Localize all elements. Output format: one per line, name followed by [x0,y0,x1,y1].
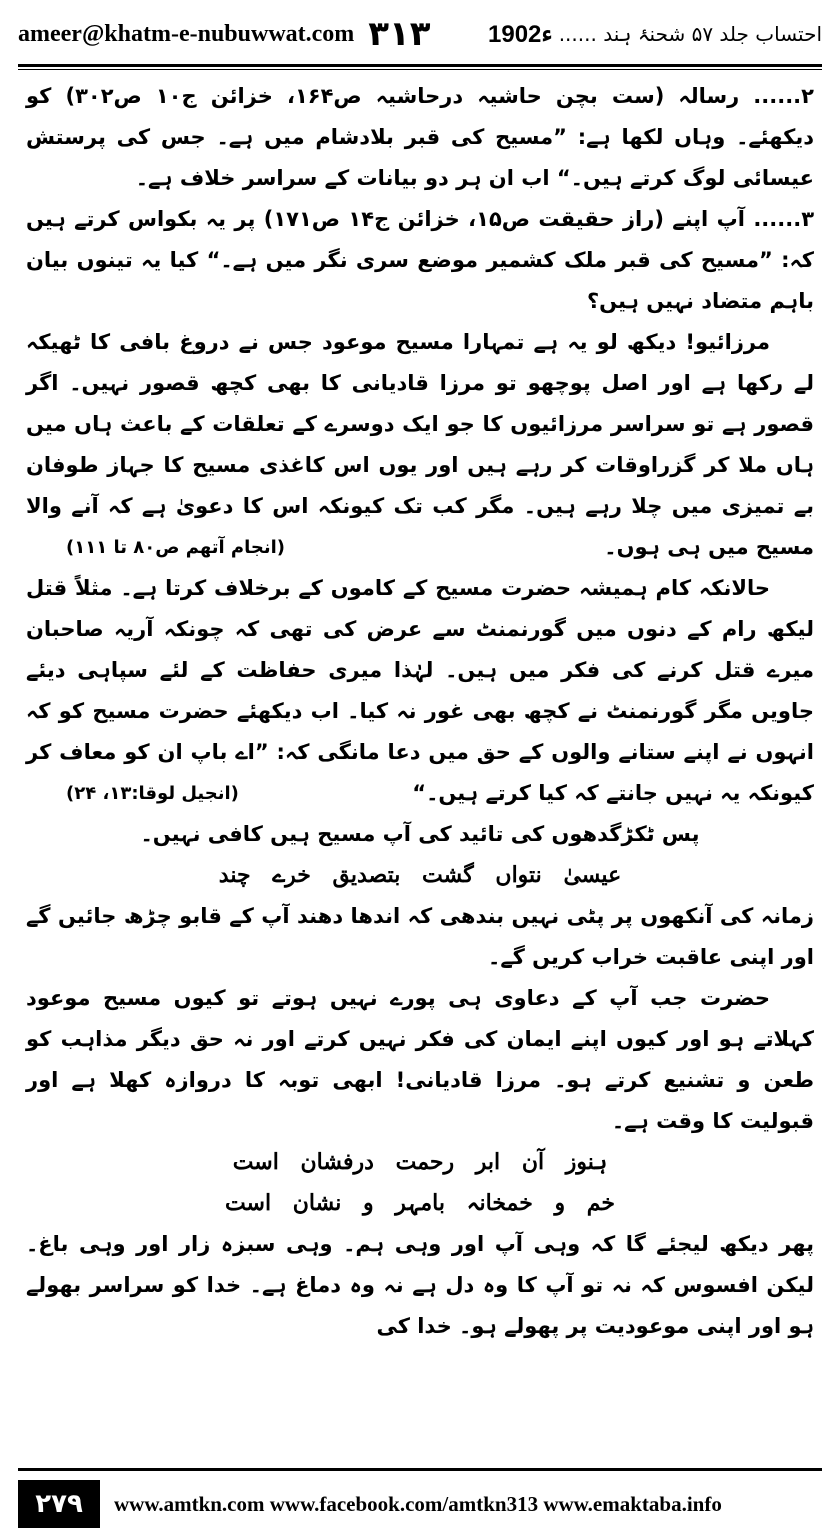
paragraph-phir: پھر دیکھ لیجئے گا کہ وہی آپ اور وہی ہم۔ وہی سبزہ زار اور وہی باغ۔ لیکن افسوس کہ نہ تو آپ کا وہ دل ہے نہ وہ دماغ ہے۔ خدا کو سراسر بھولے ہو اور اپنی موعودیت پر پھولے ہو۔ خدا کی [26,1232,814,1338]
header-title-block [488,20,822,49]
paragraph-halanke [26,568,814,814]
paragraph-point-3: ۳...... آپ اپنے (راز حقیقت ص۱۵، خزائن ج۱۴ ص۱۷۱) پر یہ بکواس کرتے ہیں کہ: ”مسیح کی قبر ملک کشمیر موضع سری نگر میں ہے۔“ کیا یہ تینوں بیان باہم متضاد نہیں ہیں؟ [26,207,815,313]
paragraph-mirzaio [26,322,814,568]
paragraph-point-2: ۲...... رسالہ (ست بچن حاشیہ درحاشیہ ص۱۶۴، خزائن ج۱۰ ص۳۰۲) کو دیکھئے۔ وہاں لکھا ہے: ”مسیح کی قبر بلادشام میں ہے۔ جس کی پرستش عیسائی لوگ کرتے ہیں۔“ اب ان ہر دو بیانات کے سراسر خلاف ہے۔ [26,84,814,190]
footer-rule [18,1468,822,1471]
paragraph-hazrat: حضرت جب آپ کے دعاوی ہی پورے نہیں ہوتے تو کیوں مسیح موعود کہلاتے ہو اور کیوں اپنے ایمان کی فکر نہیں کرتے اور نہ حق دیگر مذاہب کو طعن و تشنیع کرتے ہو۔ مرزا قادیانی! ابھی توبہ کا دروازہ کھلا ہے اور قبولیت کا وقت ہے۔ [26,986,814,1133]
page-body [26,76,814,1456]
reference-injeel-luqa: (انجیل لوقا:۱۳، ۲۴) [66,783,239,804]
header-email[interactable]: ameer@khatm-e-nubuwwat.com [18,20,355,47]
paragraph-halanke-text: حالانکہ کام ہمیشہ حضرت مسیح کے کاموں کے برخلاف کرتا ہے۔ مثلاً قتل لیکھ رام کے دنوں میں گورنمنٹ سے عرض کی تھی کہ چونکہ آریہ صاحبان میرے قتل کرنے کی فکر میں ہیں۔ لہٰذا میری حفاظت کے لئے سپاہی دیئے جاویں مگر گورنمنٹ نے کچھ بھی غور نہ کیا۔ اب دیکھئے حضرت مسیح کو کہ انہوں نے اپنے ستانے والوں کے حق میں دعا مانگی کہ: ”اے باپ ان کو معاف کر کیونکہ یہ نہیں جانتے کہ کیا کرتے ہیں۔“ [26,576,814,805]
header-rule-thin [18,69,822,70]
reference-anjam-atham: (انجام آتھم ص۸۰ تا ۱۱۱) [66,537,286,558]
paragraph-mirzaio-text: مرزائیو! دیکھ لو یہ ہے تمہارا مسیح موعود جس نے دروغ بافی کا ٹھیکہ لے رکھا ہے اور اصل پوچھو تو مرزا قادیانی کا بھی کچھ قصور نہیں۔ اگر قصور ہے تو سراسر مرزائیوں کا جو ایک دوسرے کے تعلقات کے باعث ہاں میں ہاں ملا کر گزراوقات کر رہے ہیں اور یوں اس کاغذی مسیح کا جہاز طوفان بے تمیزی میں چلا رہے ہیں۔ مگر کب تک کیونکہ اس کا دعویٰ ہے کہ آنے والا مسیح میں ہی ہوں۔ [26,330,814,559]
verse-khum: خم و خمخانہ بامہر و نشان است [224,1190,616,1216]
header-year: 1902ء [488,20,553,48]
header-page-number: ۳۱۳ [368,14,431,54]
page-footer [18,1476,822,1532]
paragraph-pas: پس ٹکڑگدھوں کی تائید کی آپ مسیح ہیں کافی نہیں۔ [140,822,700,846]
header-title: احتساب جلد ۵۷ شحنۂ ہند ...... [558,22,822,46]
paragraph-zamana: زمانہ کی آنکھوں پر پٹی نہیں بندھی کہ اندھا دھند آپ کے قابو چڑھ جائیں گے اور اپنی عاقبت خراب کریں گے۔ [26,904,814,969]
verse-isa: عیسیٰ نتواں گشت بتصدیق خرے چند [218,862,622,888]
footer-page-number: ۲۷۹ [18,1480,100,1528]
footer-links[interactable]: www.amtkn.com www.facebook.com/amtkn313 www.emaktaba.info [114,1491,722,1516]
verse-hanoz: ہنوز آن ابر رحمت درفشان است [232,1149,608,1175]
header-rule [18,64,822,67]
header-left [18,14,431,54]
page-header [18,8,822,60]
